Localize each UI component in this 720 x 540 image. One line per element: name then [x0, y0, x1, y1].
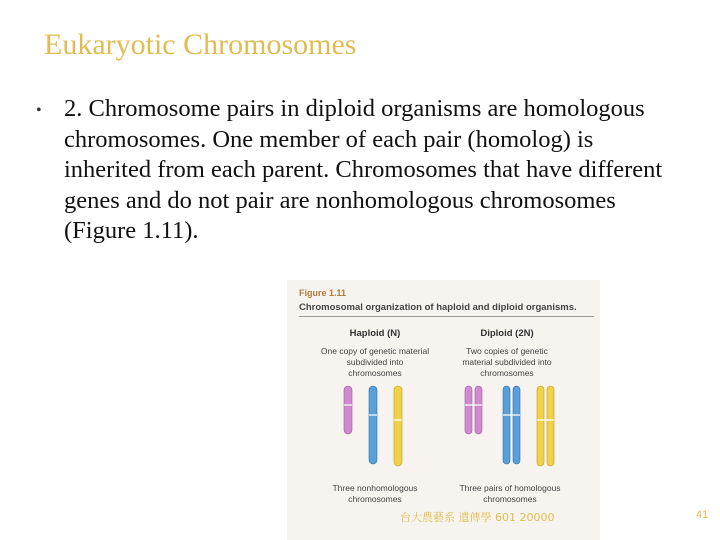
haploid-chromosome-yellow [394, 386, 402, 466]
haploid-chromosomes [344, 386, 402, 466]
bullet-marker: • [36, 102, 42, 119]
diploid-chromosome-pink-a [465, 386, 472, 434]
diploid-chromosomes [465, 386, 554, 466]
haploid-footer: Three nonhomologous chromosomes [332, 483, 418, 504]
haploid-chromosome-blue [369, 386, 377, 464]
bullet-text: 2. Chromosome pairs in diploid organisms are homologous chromosomes. One member of each pair (homolog) is inherited from each parent. Chromosomes that have different genes and do not pair are nonhomologous chromosomes (Figure 1.11). [64, 95, 663, 244]
diploid-chromosome-blue-b [513, 386, 520, 464]
slide-title: Eukaryotic Chromosomes [44, 28, 357, 61]
diploid-chromosome-yellow-b [547, 386, 554, 466]
diploid-heading: Diploid (2N) [480, 328, 534, 339]
diploid-chromosome-blue-a [503, 386, 510, 464]
haploid-heading: Haploid (N) [349, 328, 401, 339]
haploid-description: One copy of genetic material subdivided into chromosomes [320, 346, 430, 378]
diploid-description: Two copies of genetic material subdivided into chromosomes [462, 346, 552, 378]
figure-caption: Chromosomal organization of haploid and diploid organisms. [299, 302, 577, 313]
haploid-chromosome-pink [344, 386, 352, 434]
chromosome-figure [287, 280, 600, 540]
diploid-footer: Three pairs of homologous chromosomes [459, 483, 561, 504]
figure-number: Figure 1.11 [299, 288, 347, 298]
page-number: 41 [696, 509, 709, 521]
diploid-chromosome-pink-b [475, 386, 482, 434]
slide-footer: 台大農藝系 遺傳學 601 20000 [400, 511, 555, 524]
diploid-chromosome-yellow-a [537, 386, 544, 466]
